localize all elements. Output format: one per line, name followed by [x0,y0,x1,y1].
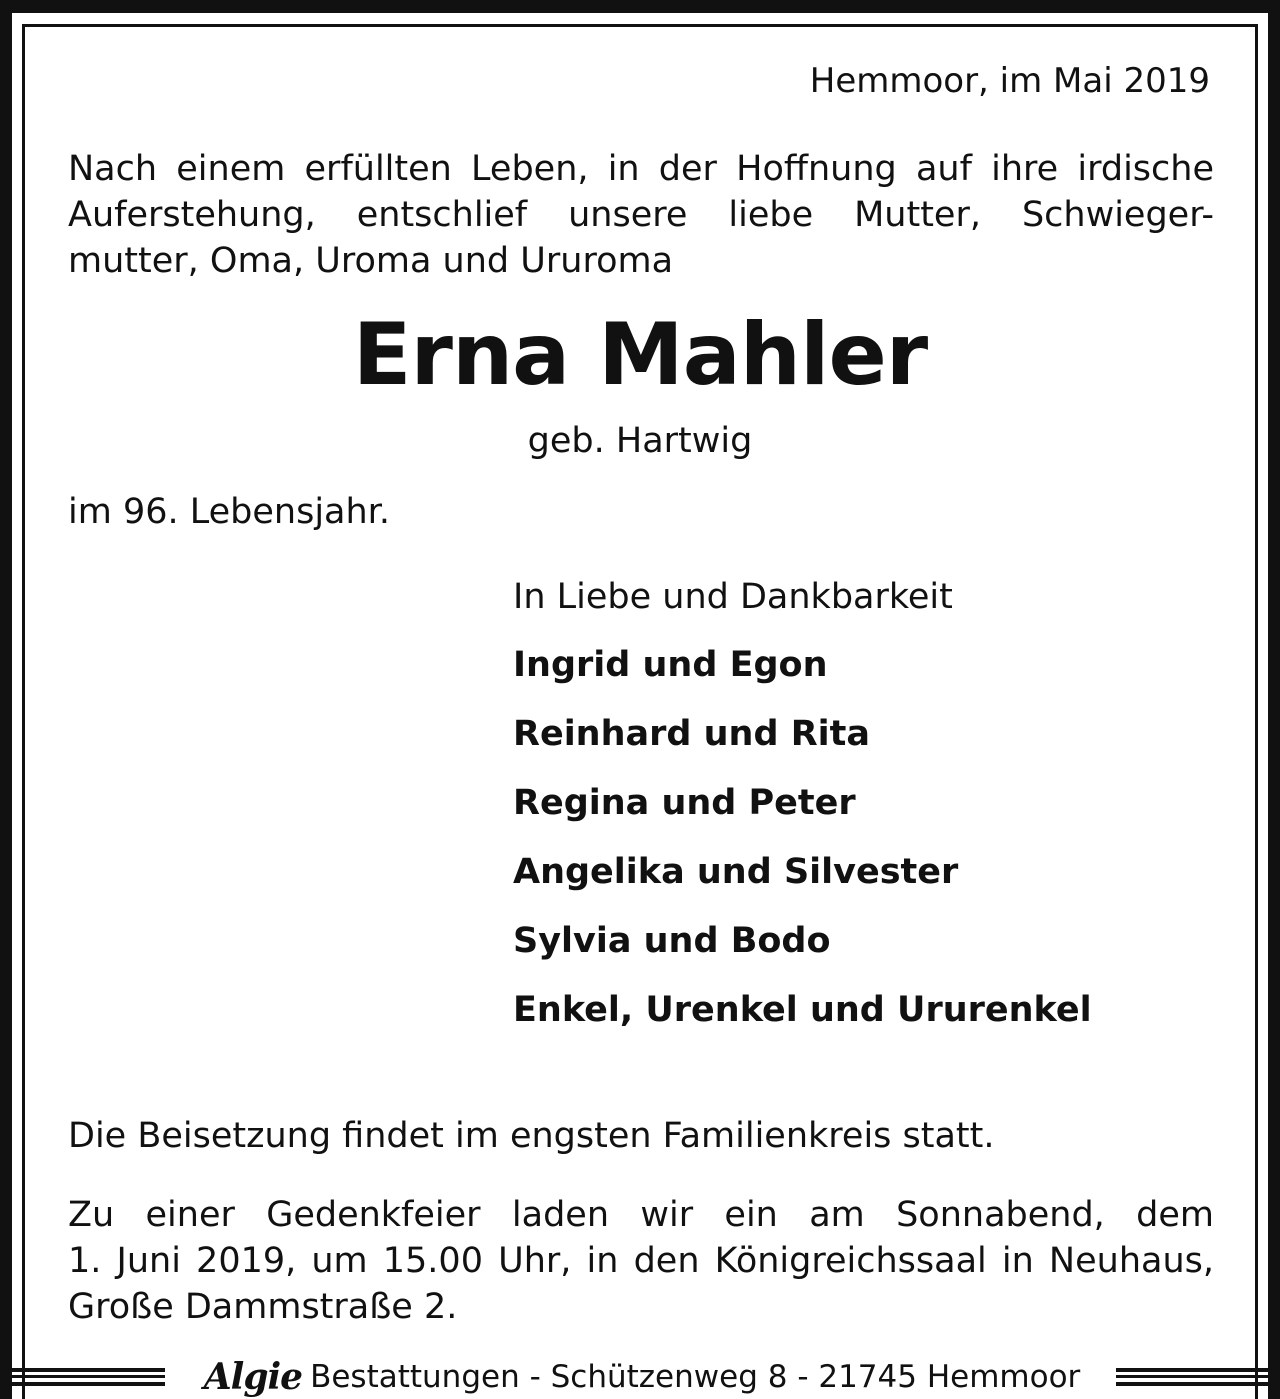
mourners-list [513,645,1092,1062]
intro-line: Auferstehung, entschlief unsere liebe Mutter, Schwieger- [68,195,1214,235]
intro-line: mutter, Oma, Uroma und Ururoma [68,241,674,281]
funeral-home-footer [170,1356,1114,1398]
memorial-line: Zu einer Gedenkfeier laden wir ein am Sonnabend, dem [68,1195,1214,1235]
deceased-name: Erna Mahler [352,305,928,405]
mourner-name: Sylvia und Bodo [513,921,831,961]
footer-rule-left [0,1368,165,1386]
mourner-name: Ingrid und Egon [513,645,828,685]
memorial-line: 1. Juni 2019, um 15.00 Uhr, in den Königreichssaal in Neuhaus, [68,1241,1214,1281]
footer-rule-right [1116,1368,1280,1386]
memorial-paragraph [68,1192,1214,1330]
place-date: Hemmoor, im Mai 2019 [809,61,1210,101]
intro-line: Nach einem erfüllten Leben, in der Hoffnung auf ihre irdische [68,149,1214,189]
mourner-name: Enkel, Urenkel und Ururenkel [513,990,1092,1030]
funeral-home-logo: Algie [203,1356,303,1398]
mourner-name: Reinhard und Rita [513,714,871,754]
dedication: In Liebe und Dankbarkeit [513,577,953,617]
memorial-line: Große Dammstraße 2. [68,1287,458,1327]
burial-notice: Die Beisetzung findet im engsten Familienkreis statt. [68,1116,995,1156]
mourner-name: Angelika und Silvester [513,852,959,892]
funeral-home-address: Bestattungen - Schützenweg 8 - 21745 Hemmoor [310,1359,1081,1395]
intro-paragraph [68,146,1214,284]
age-line: im 96. Lebensjahr. [68,492,390,532]
birth-name: geb. Hartwig [527,421,753,461]
mourner-name: Regina und Peter [513,783,856,823]
